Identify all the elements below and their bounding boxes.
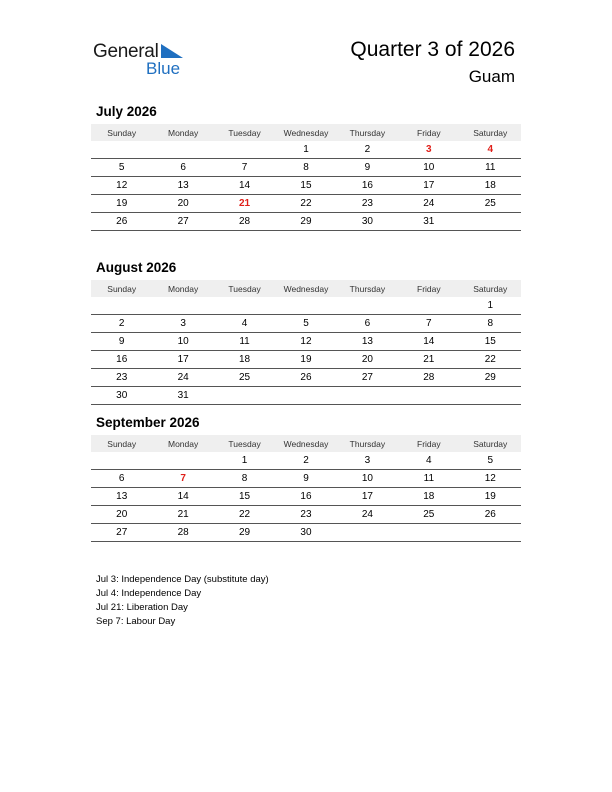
day-cell: 11 <box>460 159 521 177</box>
day-cell: 28 <box>152 524 213 542</box>
day-cell: 1 <box>214 452 275 470</box>
day-cell: 29 <box>214 524 275 542</box>
day-cell: 5 <box>460 452 521 470</box>
weekday-header: Tuesday <box>214 280 275 297</box>
day-cell: 5 <box>91 159 152 177</box>
day-cell <box>275 387 336 405</box>
day-cell: 16 <box>91 351 152 369</box>
weekday-header: Sunday <box>91 280 152 297</box>
month-september <box>91 415 521 542</box>
weekday-header: Friday <box>398 280 459 297</box>
week-row <box>91 333 521 351</box>
day-cell: 2 <box>91 315 152 333</box>
day-cell: 11 <box>214 333 275 351</box>
day-cell: 15 <box>214 488 275 506</box>
day-cell: 3 <box>152 315 213 333</box>
week-row <box>91 387 521 405</box>
day-cell: 1 <box>275 141 336 159</box>
day-cell <box>275 297 336 315</box>
day-cell: 6 <box>91 470 152 488</box>
day-cell: 3 <box>337 452 398 470</box>
day-cell: 21 <box>152 506 213 524</box>
day-cell <box>91 452 152 470</box>
calendar-table <box>91 280 521 405</box>
day-cell: 27 <box>152 213 213 231</box>
weekday-header: Tuesday <box>214 435 275 452</box>
day-cell: 26 <box>91 213 152 231</box>
month-title: July 2026 <box>96 104 157 119</box>
day-cell: 28 <box>214 213 275 231</box>
day-cell: 6 <box>337 315 398 333</box>
day-cell: 14 <box>398 333 459 351</box>
week-row <box>91 506 521 524</box>
day-cell: 1 <box>460 297 521 315</box>
day-cell: 10 <box>398 159 459 177</box>
day-cell: 26 <box>460 506 521 524</box>
day-cell: 2 <box>337 141 398 159</box>
day-cell: 23 <box>275 506 336 524</box>
day-cell: 18 <box>214 351 275 369</box>
day-cell <box>152 141 213 159</box>
day-cell: 23 <box>91 369 152 387</box>
day-cell <box>337 387 398 405</box>
weekday-header: Thursday <box>337 280 398 297</box>
weekday-header: Wednesday <box>275 124 336 141</box>
month-july <box>91 104 521 231</box>
weekday-header: Monday <box>152 280 213 297</box>
weekday-header: Tuesday <box>214 124 275 141</box>
day-cell: 22 <box>460 351 521 369</box>
weekday-header-row <box>91 124 521 141</box>
day-cell: 12 <box>91 177 152 195</box>
day-cell <box>152 297 213 315</box>
day-cell <box>398 387 459 405</box>
day-cell: 9 <box>91 333 152 351</box>
week-row <box>91 470 521 488</box>
day-cell: 3 <box>398 141 459 159</box>
day-cell <box>337 524 398 542</box>
holiday-note: Jul 21: Liberation Day <box>96 602 188 613</box>
logo-triangle-icon <box>161 44 183 58</box>
day-cell <box>460 213 521 231</box>
logo-text-general: General <box>93 41 159 62</box>
day-cell: 8 <box>214 470 275 488</box>
day-cell: 21 <box>214 195 275 213</box>
day-cell <box>398 297 459 315</box>
day-cell: 8 <box>275 159 336 177</box>
day-cell: 4 <box>214 315 275 333</box>
logo <box>93 41 193 81</box>
day-cell <box>214 297 275 315</box>
weekday-header: Saturday <box>460 280 521 297</box>
month-title: August 2026 <box>96 260 177 275</box>
day-cell: 20 <box>152 195 213 213</box>
day-cell: 27 <box>91 524 152 542</box>
day-cell: 28 <box>398 369 459 387</box>
day-cell: 14 <box>214 177 275 195</box>
day-cell <box>91 141 152 159</box>
day-cell: 12 <box>275 333 336 351</box>
weekday-header: Friday <box>398 435 459 452</box>
day-cell: 19 <box>275 351 336 369</box>
day-cell: 17 <box>152 351 213 369</box>
page-subtitle: Guam <box>468 67 515 86</box>
day-cell: 25 <box>214 369 275 387</box>
day-cell: 18 <box>398 488 459 506</box>
day-cell: 31 <box>152 387 213 405</box>
month-august <box>91 260 521 405</box>
week-row <box>91 177 521 195</box>
week-row <box>91 213 521 231</box>
holiday-note: Sep 7: Labour Day <box>96 616 176 627</box>
day-cell: 13 <box>91 488 152 506</box>
day-cell: 10 <box>337 470 398 488</box>
week-row <box>91 141 521 159</box>
day-cell: 24 <box>152 369 213 387</box>
week-row <box>91 297 521 315</box>
day-cell <box>152 452 213 470</box>
day-cell: 27 <box>337 369 398 387</box>
day-cell: 30 <box>275 524 336 542</box>
weekday-header: Thursday <box>337 435 398 452</box>
day-cell <box>398 524 459 542</box>
holiday-notes <box>96 573 269 629</box>
weekday-header: Sunday <box>91 435 152 452</box>
day-cell: 17 <box>398 177 459 195</box>
week-row <box>91 195 521 213</box>
day-cell: 31 <box>398 213 459 231</box>
logo-text-blue: Blue <box>146 59 181 78</box>
day-cell: 22 <box>275 195 336 213</box>
day-cell: 8 <box>460 315 521 333</box>
day-cell: 4 <box>460 141 521 159</box>
day-cell: 7 <box>152 470 213 488</box>
day-cell <box>460 387 521 405</box>
day-cell: 30 <box>91 387 152 405</box>
day-cell: 7 <box>398 315 459 333</box>
holiday-note: Jul 3: Independence Day (substitute day) <box>96 574 269 585</box>
day-cell: 20 <box>91 506 152 524</box>
weekday-header: Thursday <box>337 124 398 141</box>
weekday-header: Wednesday <box>275 435 336 452</box>
day-cell: 25 <box>398 506 459 524</box>
day-cell: 24 <box>398 195 459 213</box>
day-cell: 16 <box>275 488 336 506</box>
weekday-header: Wednesday <box>275 280 336 297</box>
weekday-header-row <box>91 435 521 452</box>
weekday-header: Monday <box>152 124 213 141</box>
day-cell: 29 <box>460 369 521 387</box>
weekday-header: Sunday <box>91 124 152 141</box>
day-cell: 25 <box>460 195 521 213</box>
weekday-header-row <box>91 280 521 297</box>
week-row <box>91 488 521 506</box>
week-row <box>91 369 521 387</box>
weekday-header: Saturday <box>460 124 521 141</box>
day-cell: 22 <box>214 506 275 524</box>
day-cell: 15 <box>460 333 521 351</box>
calendar-table <box>91 124 521 231</box>
day-cell <box>91 297 152 315</box>
holiday-note: Jul 4: Independence Day <box>96 588 202 599</box>
day-cell: 15 <box>275 177 336 195</box>
week-row <box>91 452 521 470</box>
day-cell: 18 <box>460 177 521 195</box>
day-cell: 9 <box>275 470 336 488</box>
weekday-header: Friday <box>398 124 459 141</box>
day-cell: 30 <box>337 213 398 231</box>
day-cell: 2 <box>275 452 336 470</box>
day-cell: 21 <box>398 351 459 369</box>
day-cell <box>214 141 275 159</box>
day-cell: 4 <box>398 452 459 470</box>
day-cell: 23 <box>337 195 398 213</box>
day-cell: 19 <box>91 195 152 213</box>
day-cell: 10 <box>152 333 213 351</box>
weekday-header: Monday <box>152 435 213 452</box>
calendar-table <box>91 435 521 542</box>
day-cell: 11 <box>398 470 459 488</box>
day-cell: 16 <box>337 177 398 195</box>
day-cell <box>214 387 275 405</box>
day-cell <box>460 524 521 542</box>
day-cell: 12 <box>460 470 521 488</box>
day-cell: 17 <box>337 488 398 506</box>
week-row <box>91 524 521 542</box>
week-row <box>91 315 521 333</box>
week-row <box>91 159 521 177</box>
day-cell: 29 <box>275 213 336 231</box>
week-row <box>91 351 521 369</box>
day-cell: 20 <box>337 351 398 369</box>
day-cell: 5 <box>275 315 336 333</box>
day-cell: 6 <box>152 159 213 177</box>
page-title: Quarter 3 of 2026 <box>350 38 515 61</box>
day-cell <box>337 297 398 315</box>
month-title: September 2026 <box>96 415 200 430</box>
day-cell: 14 <box>152 488 213 506</box>
day-cell: 13 <box>152 177 213 195</box>
day-cell: 7 <box>214 159 275 177</box>
day-cell: 24 <box>337 506 398 524</box>
day-cell: 13 <box>337 333 398 351</box>
day-cell: 26 <box>275 369 336 387</box>
day-cell: 9 <box>337 159 398 177</box>
day-cell: 19 <box>460 488 521 506</box>
weekday-header: Saturday <box>460 435 521 452</box>
